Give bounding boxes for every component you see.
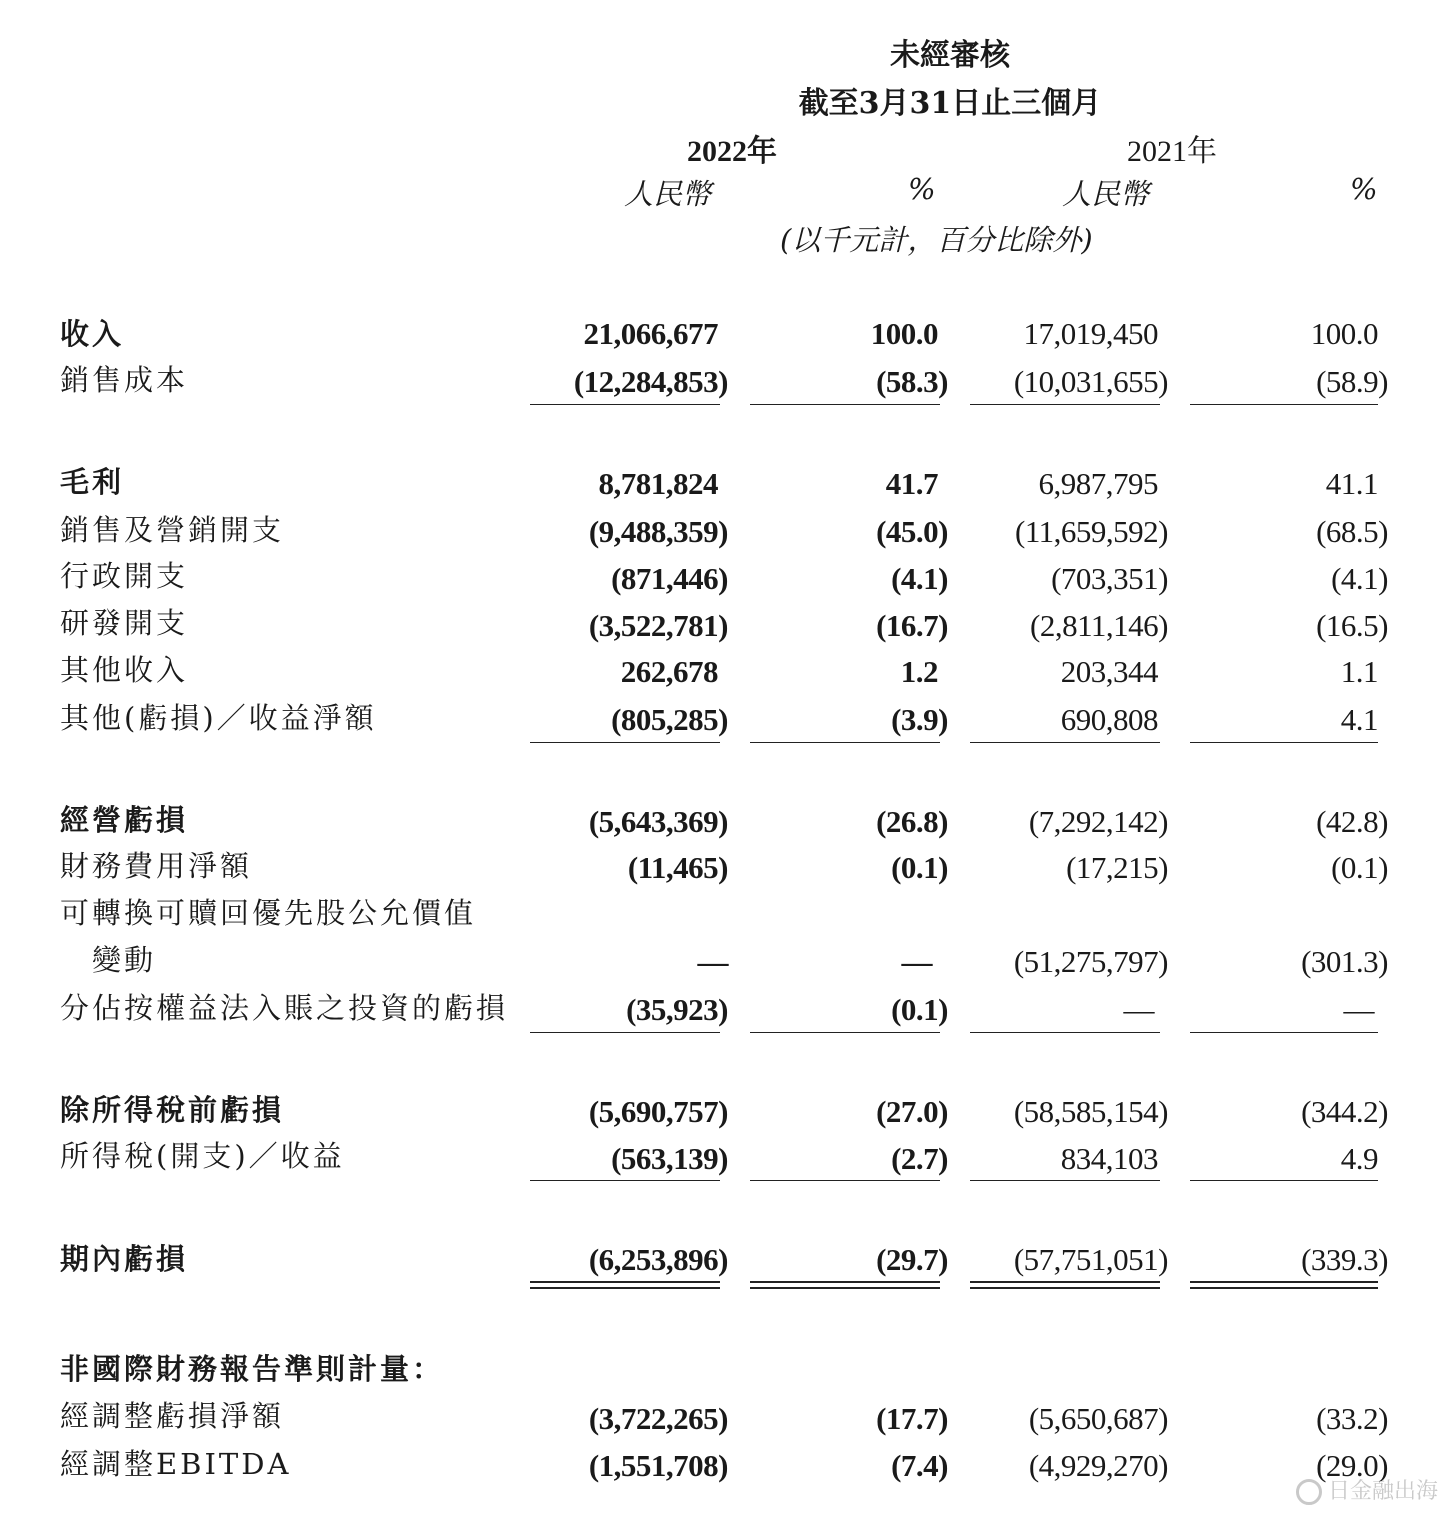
subtotal-rule (750, 404, 940, 405)
row-label: 經調整EBITDA (60, 1447, 292, 1481)
percent-2022: (58.3) (876, 364, 948, 399)
subtotal-rule (1190, 1032, 1378, 1033)
total-double-rule (1190, 1281, 1378, 1289)
subtotal-rule (1190, 1180, 1378, 1181)
row-label: 毛利 (60, 465, 125, 499)
percent-2022: — (901, 944, 932, 979)
percent-2021: — (1343, 992, 1374, 1027)
watermark-text: 日金融出海 (1328, 1479, 1439, 1504)
total-double-rule (750, 1281, 940, 1289)
value-2021: (4,929,270) (1028, 1448, 1168, 1483)
value-2021: 690,808 (1060, 702, 1158, 737)
row-label: 可轉換可贖回優先股公允價值 (60, 896, 477, 930)
total-double-rule (970, 1281, 1160, 1289)
row-label: 除所得稅前虧損 (60, 1093, 285, 1127)
subtotal-rule (530, 742, 720, 743)
row-label: 其他收入 (60, 653, 189, 687)
percent-2021: (301.3) (1301, 944, 1388, 979)
value-2022: (5,690,757) (588, 1094, 728, 1129)
value-2022: (805,285) (611, 702, 728, 737)
subtotal-rule (750, 742, 940, 743)
percent-2022: (0.1) (891, 850, 948, 885)
value-2021: (7,292,142) (1028, 804, 1168, 839)
subtotal-rule (530, 1032, 720, 1033)
percent-2021-label: % (1350, 172, 1378, 206)
row-label: 行政開支 (60, 559, 189, 593)
row-label: 經調整虧損淨額 (60, 1399, 285, 1433)
value-2022: 21,066,677 (583, 316, 718, 351)
percent-2021: (33.2) (1316, 1401, 1388, 1436)
value-2021: (11,659,592) (1015, 514, 1168, 549)
percent-2022: (3.9) (891, 702, 948, 737)
percent-2022: (29.7) (876, 1242, 948, 1277)
subtotal-rule (970, 404, 1160, 405)
percent-2022: (26.8) (876, 804, 948, 839)
value-2022: (35,923) (626, 992, 728, 1027)
value-2022: 8,781,824 (598, 466, 718, 501)
percent-2022: 1.2 (900, 654, 938, 689)
row-label: 銷售及營銷開支 (60, 513, 285, 547)
row-label: 期內虧損 (60, 1242, 189, 1276)
value-2022: (11,465) (627, 850, 728, 885)
value-2021: (2,811,146) (1030, 608, 1168, 643)
subtotal-rule (970, 1180, 1160, 1181)
percent-2021: (344.2) (1301, 1094, 1388, 1129)
value-2022: (5,643,369) (588, 804, 728, 839)
value-2021: (51,275,797) (1013, 944, 1168, 979)
row-label: 研發開支 (60, 606, 189, 640)
subtotal-rule (970, 1032, 1160, 1033)
percent-2021: (339.3) (1301, 1242, 1388, 1277)
unit-note: (以千元計，百分比除外) (780, 223, 1093, 257)
subtotal-rule (530, 404, 720, 405)
value-2021: 17,019,450 (1023, 316, 1158, 351)
percent-2021: (4.1) (1331, 561, 1388, 596)
value-2021: (57,751,051) (1013, 1242, 1168, 1277)
year-2022-heading: 2022年 (687, 135, 777, 168)
percent-2022: (4.1) (891, 561, 948, 596)
row-label: 分佔按權益法入賬之投資的虧損 (60, 991, 509, 1025)
percent-2022: (7.4) (891, 1448, 948, 1483)
value-2022: 262,678 (620, 654, 718, 689)
percent-2022: (17.7) (876, 1401, 948, 1436)
period-heading: 截至3月31日止三個月 (798, 86, 1102, 121)
year-2021-heading: 2021年 (1127, 135, 1217, 168)
value-2022: — (697, 944, 728, 979)
row-label: 其他(虧損)／收益淨額 (60, 701, 377, 735)
value-2021: (703,351) (1051, 561, 1168, 596)
value-2021: (5,650,687) (1028, 1401, 1168, 1436)
subtotal-rule (750, 1180, 940, 1181)
subtotal-rule (1190, 742, 1378, 743)
percent-2022: (0.1) (891, 992, 948, 1027)
value-2022: (3,522,781) (588, 608, 728, 643)
percent-2022: 41.7 (885, 466, 938, 501)
percent-2021: (42.8) (1316, 804, 1388, 839)
subtotal-rule (1190, 404, 1378, 405)
percent-2021: (68.5) (1316, 514, 1388, 549)
percent-2021: (58.9) (1316, 364, 1388, 399)
value-2022: (9,488,359) (588, 514, 728, 549)
value-2022: (871,446) (611, 561, 728, 596)
row-label: 經營虧損 (60, 803, 189, 837)
audit-status-heading: 未經審核 (890, 38, 1010, 73)
row-label: 銷售成本 (60, 363, 189, 397)
percent-2021: 4.1 (1340, 702, 1378, 737)
value-2022: (1,551,708) (588, 1448, 728, 1483)
total-double-rule (530, 1281, 720, 1289)
row-label-continuation: 變動 (92, 943, 157, 977)
percent-2022: (27.0) (876, 1094, 948, 1129)
currency-2021-label: 人民幣 (1062, 177, 1150, 211)
row-label: 所得稅(開支)／收益 (60, 1139, 345, 1173)
value-2021: 834,103 (1060, 1141, 1158, 1176)
percent-2021: (16.5) (1316, 608, 1388, 643)
subtotal-rule (530, 1180, 720, 1181)
percent-2021: 1.1 (1340, 654, 1378, 689)
row-label: 財務費用淨額 (60, 849, 253, 883)
watermark (1296, 1474, 1438, 1505)
percent-2022: (45.0) (876, 514, 948, 549)
row-label: 收入 (60, 317, 125, 351)
value-2022: (563,139) (611, 1141, 728, 1176)
percent-2021: (29.0) (1316, 1448, 1388, 1483)
percent-2022: (2.7) (891, 1141, 948, 1176)
value-2022: (12,284,853) (573, 364, 728, 399)
percent-2022: 100.0 (870, 316, 938, 351)
non-ifrs-section-heading: 非國際財務報告準則計量： (60, 1352, 445, 1386)
percent-2021: 100.0 (1310, 316, 1378, 351)
subtotal-rule (750, 1032, 940, 1033)
value-2021: 203,344 (1060, 654, 1158, 689)
value-2022: (3,722,265) (588, 1401, 728, 1436)
value-2021: 6,987,795 (1038, 466, 1158, 501)
percent-2021: 4.9 (1340, 1141, 1378, 1176)
currency-2022-label: 人民幣 (624, 177, 712, 211)
value-2021: (17,215) (1066, 850, 1168, 885)
subtotal-rule (970, 742, 1160, 743)
percent-2021: (0.1) (1331, 850, 1388, 885)
percent-2021: 41.1 (1325, 466, 1378, 501)
value-2022: (6,253,896) (588, 1242, 728, 1277)
percent-2022: (16.7) (876, 608, 948, 643)
value-2021: (10,031,655) (1013, 364, 1168, 399)
watermark-logo-icon (1296, 1479, 1322, 1505)
value-2021: — (1123, 992, 1154, 1027)
value-2021: (58,585,154) (1013, 1094, 1168, 1129)
percent-2022-label: % (908, 172, 936, 206)
